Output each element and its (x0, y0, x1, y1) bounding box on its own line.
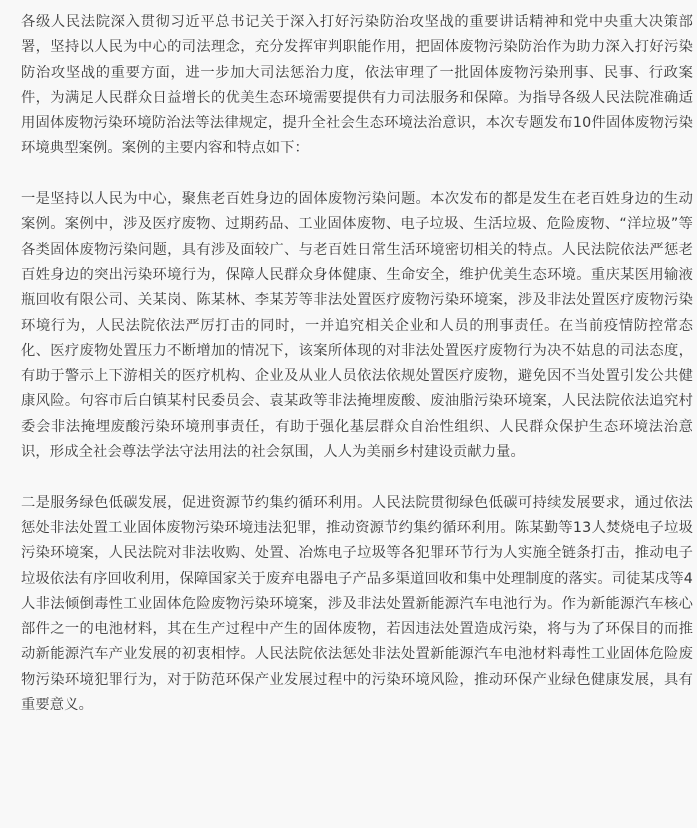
point-two-paragraph: 二是服务绿色低碳发展，促进资源节约集约循环利用。人民法院贯彻绿色低碳可持续发展要求，通过依法惩处非法处置工业固体废物污染环境违法犯罪，推动资源节约集约循环利用。陈某勤等13人焚烧电子垃圾污染环境案，人民法院对非法收购、处置、冶炼电子垃圾等各犯罪环节行为人实施全链条打击，推动电子垃圾依法有序回收利用，保障国家关于废弃电器电子产品多渠道回收和集中处理制度的落实。司徒某戌等4人非法倾倒毒性工业固体危险废物污染环境案，涉及非法处置新能源汽车电池行为。作为新能源汽车核心部件之一的电池材料，其在生产过程中产生的固体废物，若因违法处置造成污染，将与为了环保目的而推动新能源汽车产业发展的初衷相悖。人民法院依法惩处非法处置新能源汽车电池材料毒性工业固体危险废物污染环境犯罪行为，对于防范环保产业发展过程中的污染环境风险，推动环保产业绿色健康发展，具有重要意义。 (21, 494, 693, 714)
intro-paragraph: 各级人民法院深入贯彻习近平总书记关于深入打好污染防治攻坚战的重要讲话精神和党中央重大决策部署，坚持以人民为中心的司法理念，充分发挥审判职能作用，把固体废物污染防治作为助力深入打好污染防治攻坚战的重要方面，进一步加大司法惩治力度，依法审理了一批固体废物污染刑事、民事、行政案件，为满足人民群众日益增长的优美生态环境需要提供有力司法服务和保障。为指导各级人民法院准确适用固体废物污染环境防治法等法律规定，提升全社会生态环境法治意识，本次专题发布10件固体废物污染环境典型案例。案例的主要内容和特点如下： (21, 14, 693, 157)
point-one-paragraph: 一是坚持以人民为中心，聚焦老百姓身边的固体废物污染问题。本次发布的都是发生在老百姓身边的生动案例。案例中，涉及医疗废物、过期药品、工业固体废物、电子垃圾、生活垃圾、危险废物、“洋垃圾”等各类固体废物污染问题，具有涉及面较广、与老百姓日常生活环境密切相关的特点。人民法院依法严惩老百姓身边的突出污染环境行为，保障人民群众身体健康、生命安全，维护优美生态环境。重庆某医用输液瓶回收有限公司、关某岗、陈某林、李某芳等非法处置医疗废物污染环境案，涉及非法处置医疗废物污染环境行为，人民法院依法严厉打击的同时，一并追究相关企业和人员的刑事责任。在当前疫情防控常态化、医疗废物处置压力不断增加的情况下，该案所体现的对非法处置医疗废物行为决不姑息的司法态度，有助于警示上下游相关的医疗机构、企业及从业人员依法依规处置医疗废物，避免因不当处置引发公共健康风险。句容市后白镇某村民委员会、袁某政等非法掩埋废酸、废油脂污染环境案，人民法院依法追究村委会非法掩埋废酸污染环境刑事责任，有助于强化基层群众自治性组织、人民群众保护生态环境法治意识，形成全社会尊法学法守法用法的社会氛围，人人为美丽乡村建设贡献力量。 (21, 191, 693, 461)
